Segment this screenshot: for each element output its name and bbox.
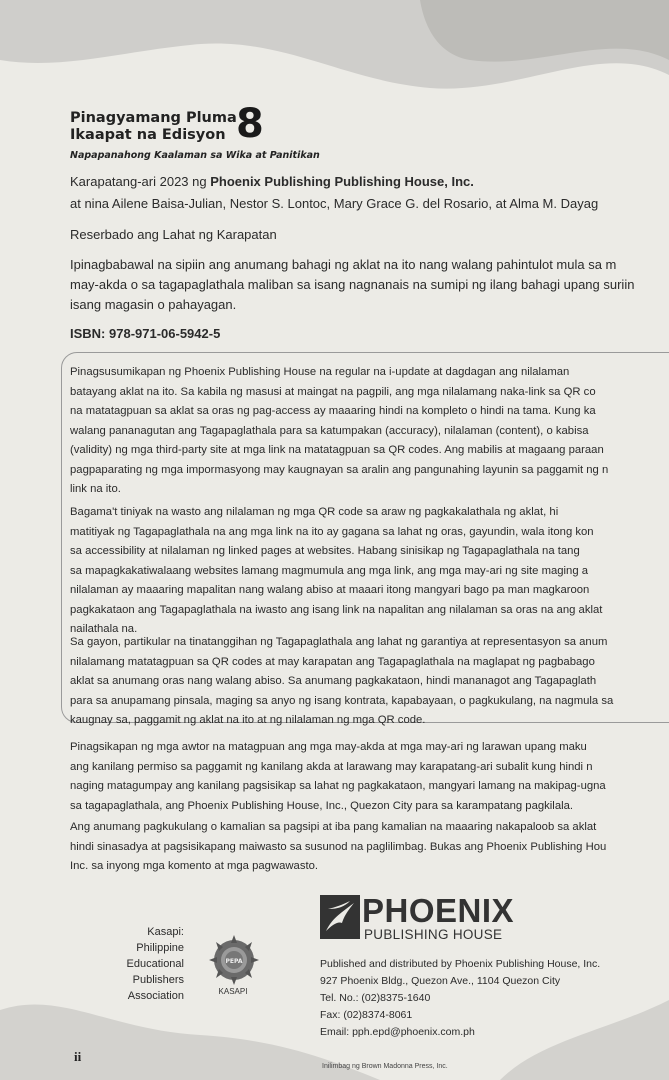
seal-text: PEPA	[225, 958, 243, 965]
text-line: Inc. sa inyong mga komento at mga pagwawasto.	[70, 860, 319, 872]
copyright-prefix: Karapatang-ari 2023 ng	[70, 174, 211, 189]
text-line: aklat sa anumang oras nang walang abiso. Sa anumang pagkakataon, hindi mananagot ang Tagapaglath	[70, 675, 597, 687]
notice-paragraph-3	[70, 633, 613, 731]
notice-paragraph-1	[70, 363, 608, 500]
text-line: Publishers	[132, 974, 184, 986]
text-line: Kasapi:	[147, 926, 184, 938]
notice-paragraph-2	[70, 503, 602, 640]
text-line: Bagama't tiniyak na wasto ang nilalaman ng mga QR code sa araw ng pagkakalathala ng aklat, hi	[70, 506, 559, 518]
text-line: na matatagpuan sa aklat sa oras ng pag-access ay maaaring hindi na kompleto o hindi na tama. Kung ka	[70, 405, 596, 417]
text-line: (validity) ng mga third-party site at mga link na matatagpuan sa QR codes. Ang mabilis at magaang paraan	[70, 444, 604, 456]
text-line: Email: pph.epd@phoenix.com.ph	[320, 1026, 475, 1038]
seal-label: KASAPI	[218, 987, 248, 996]
text-line: matitiyak ng Tagapaglathala na ang mga link na ito ay gagana sa lahat ng oras, gayundin, wala itong kon	[70, 525, 594, 538]
isbn: ISBN: 978-971-06-5942-5	[70, 326, 221, 341]
text-line: may-akda o sa tagapaglathala maliban sa isang nagnanais na sumipi ng ilang bahagi upang suriin	[70, 277, 635, 292]
text-line: Fax: (02)8374-8061	[320, 1009, 413, 1021]
pepa-seal-icon	[204, 933, 264, 989]
text-line: nailathala na.	[70, 623, 138, 635]
book-title	[70, 110, 237, 144]
text-line: sa mapagkakatiwalaang websites lamang magmumula ang mga link, ang mga may-ari ng site maging a	[70, 564, 589, 577]
text-line: nilalaman ay maaaring mapalitan nang walang abiso at maaari itong mangyari bago pa man magkaroon	[70, 584, 590, 596]
text-line: 927 Phoenix Bldg., Quezon Ave., 1104 Quezon City	[320, 975, 561, 987]
text-line: Ipinagbabawal na sipiin ang anumang bahagi ng aklat na ito nang walang pahintulot mula sa m	[70, 257, 617, 272]
pepa-membership	[110, 924, 184, 1004]
rights-reserved: Reserbado ang Lahat ng Karapatan	[70, 227, 277, 242]
text-line: naging matagumpay ang kanilang pagsisikap sa lahat ng pagkakataon, mangyari lamang na makipag-ugna	[70, 780, 606, 792]
text-line: kaugnay sa, paggamit ng aklat na ito at ng nilalaman ng mga QR code.	[70, 714, 426, 726]
text-line: Tel. No.: (02)8375-1640	[320, 992, 431, 1004]
text-line: para sa anupamang pinsala, maging sa anyo ng isang kontrata, kapabayaan, o pagkukulang, na nagmula sa	[70, 694, 614, 707]
text-line: Association	[127, 990, 184, 1002]
text-line: sa accessibility at nilalaman ng linked pages at websites. Habang sinisikap ng Tagapaglathala na tang	[70, 545, 580, 557]
text-line: link na ito.	[70, 483, 121, 495]
text-line: isang magasin o pahayagan.	[70, 297, 237, 312]
text-line: walang pananagutan ang Tagapaglathala para sa katumpakan (accuracy), nilalaman (content), o kabisa	[70, 424, 589, 437]
phoenix-bird-logo-icon	[320, 895, 360, 939]
page-number: ii	[74, 1049, 82, 1064]
text-line: nilalamang matatagpuan sa QR codes at may karapatan ang Tagapaglathala na maglapat ng pagbabago	[70, 655, 595, 668]
text-line: Educational	[126, 958, 184, 970]
text-line: Sa gayon, partikular na tinatanggihan ng Tagapaglathala ang lahat ng garantiya at representasyon sa anum	[70, 636, 608, 648]
text-line: Pinagsikapan ng mga awtor na matagpuan ang mga may-akda at mga may-ari ng larawan upang maku	[70, 741, 587, 753]
publisher-tagline: PUBLISHING HOUSE	[364, 927, 503, 942]
printer-credit: Inilimbag ng Brown Madonna Press, Inc.	[322, 1063, 448, 1070]
copyright-publisher: Phoenix Publishing Publishing House, Inc.	[210, 174, 474, 189]
text-line: Pinagsusumikapan ng Phoenix Publishing House na regular na i-update at dagdagan ang nilalaman	[70, 366, 570, 378]
acknowledgment-paragraph	[70, 738, 606, 816]
title-line2: Ikaapat na Edisyon	[70, 127, 226, 143]
publisher-name-logo: PHOENIX	[362, 892, 515, 929]
errata-paragraph	[70, 818, 606, 877]
copyright-line	[70, 172, 669, 192]
text-line: ang kanilang permiso sa paggamit ng kanilang akda at larawang may karapatang-ari subalit kung hindi n	[70, 760, 593, 773]
prohibition-paragraph	[70, 255, 669, 315]
text-line: Published and distributed by Phoenix Publishing House, Inc.	[320, 958, 601, 970]
book-subtitle: Napapanahong Kaalaman sa Wika at Panitikan	[70, 150, 320, 161]
text-line: Philippine	[136, 942, 184, 954]
text-line: hindi sinasadya at pagsisikapang maiwasto sa susunod na paglilimbag. Bukas ang Phoenix Publishing Hou	[70, 840, 607, 853]
authors-line: at nina Ailene Baisa-Julian, Nestor S. Lontoc, Mary Grace G. del Rosario, at Alma M. Dayag	[70, 196, 599, 211]
text-line: pagkakataon ang Tagapaglathala na iwasto ang isang link na napalitan ang nilalaman sa oras na ang aklat	[70, 603, 603, 616]
text-line: Ang anumang pagkukulang o kamalian sa pagsipi at iba pang kamalian na maaaring nakapaloob sa aklat	[70, 821, 597, 833]
text-line: pagpaparating ng mga impormasyong may kaugnayan sa aralin ang pangunahing layunin sa paggamit ng n	[70, 463, 609, 476]
title-line1: Pinagyamang Pluma	[70, 110, 237, 126]
grade-number: 8	[236, 101, 264, 147]
text-line: batayang aklat na ito. Sa kabila ng masusi at maingat na pagpili, ang mga nilalamang naka-link sa QR co	[70, 385, 596, 398]
text-line: sa tagapaglathala, ang Phoenix Publishing House, Inc., Quezon City para sa karampatang pagkilala.	[70, 799, 574, 812]
publisher-info	[320, 956, 600, 1041]
